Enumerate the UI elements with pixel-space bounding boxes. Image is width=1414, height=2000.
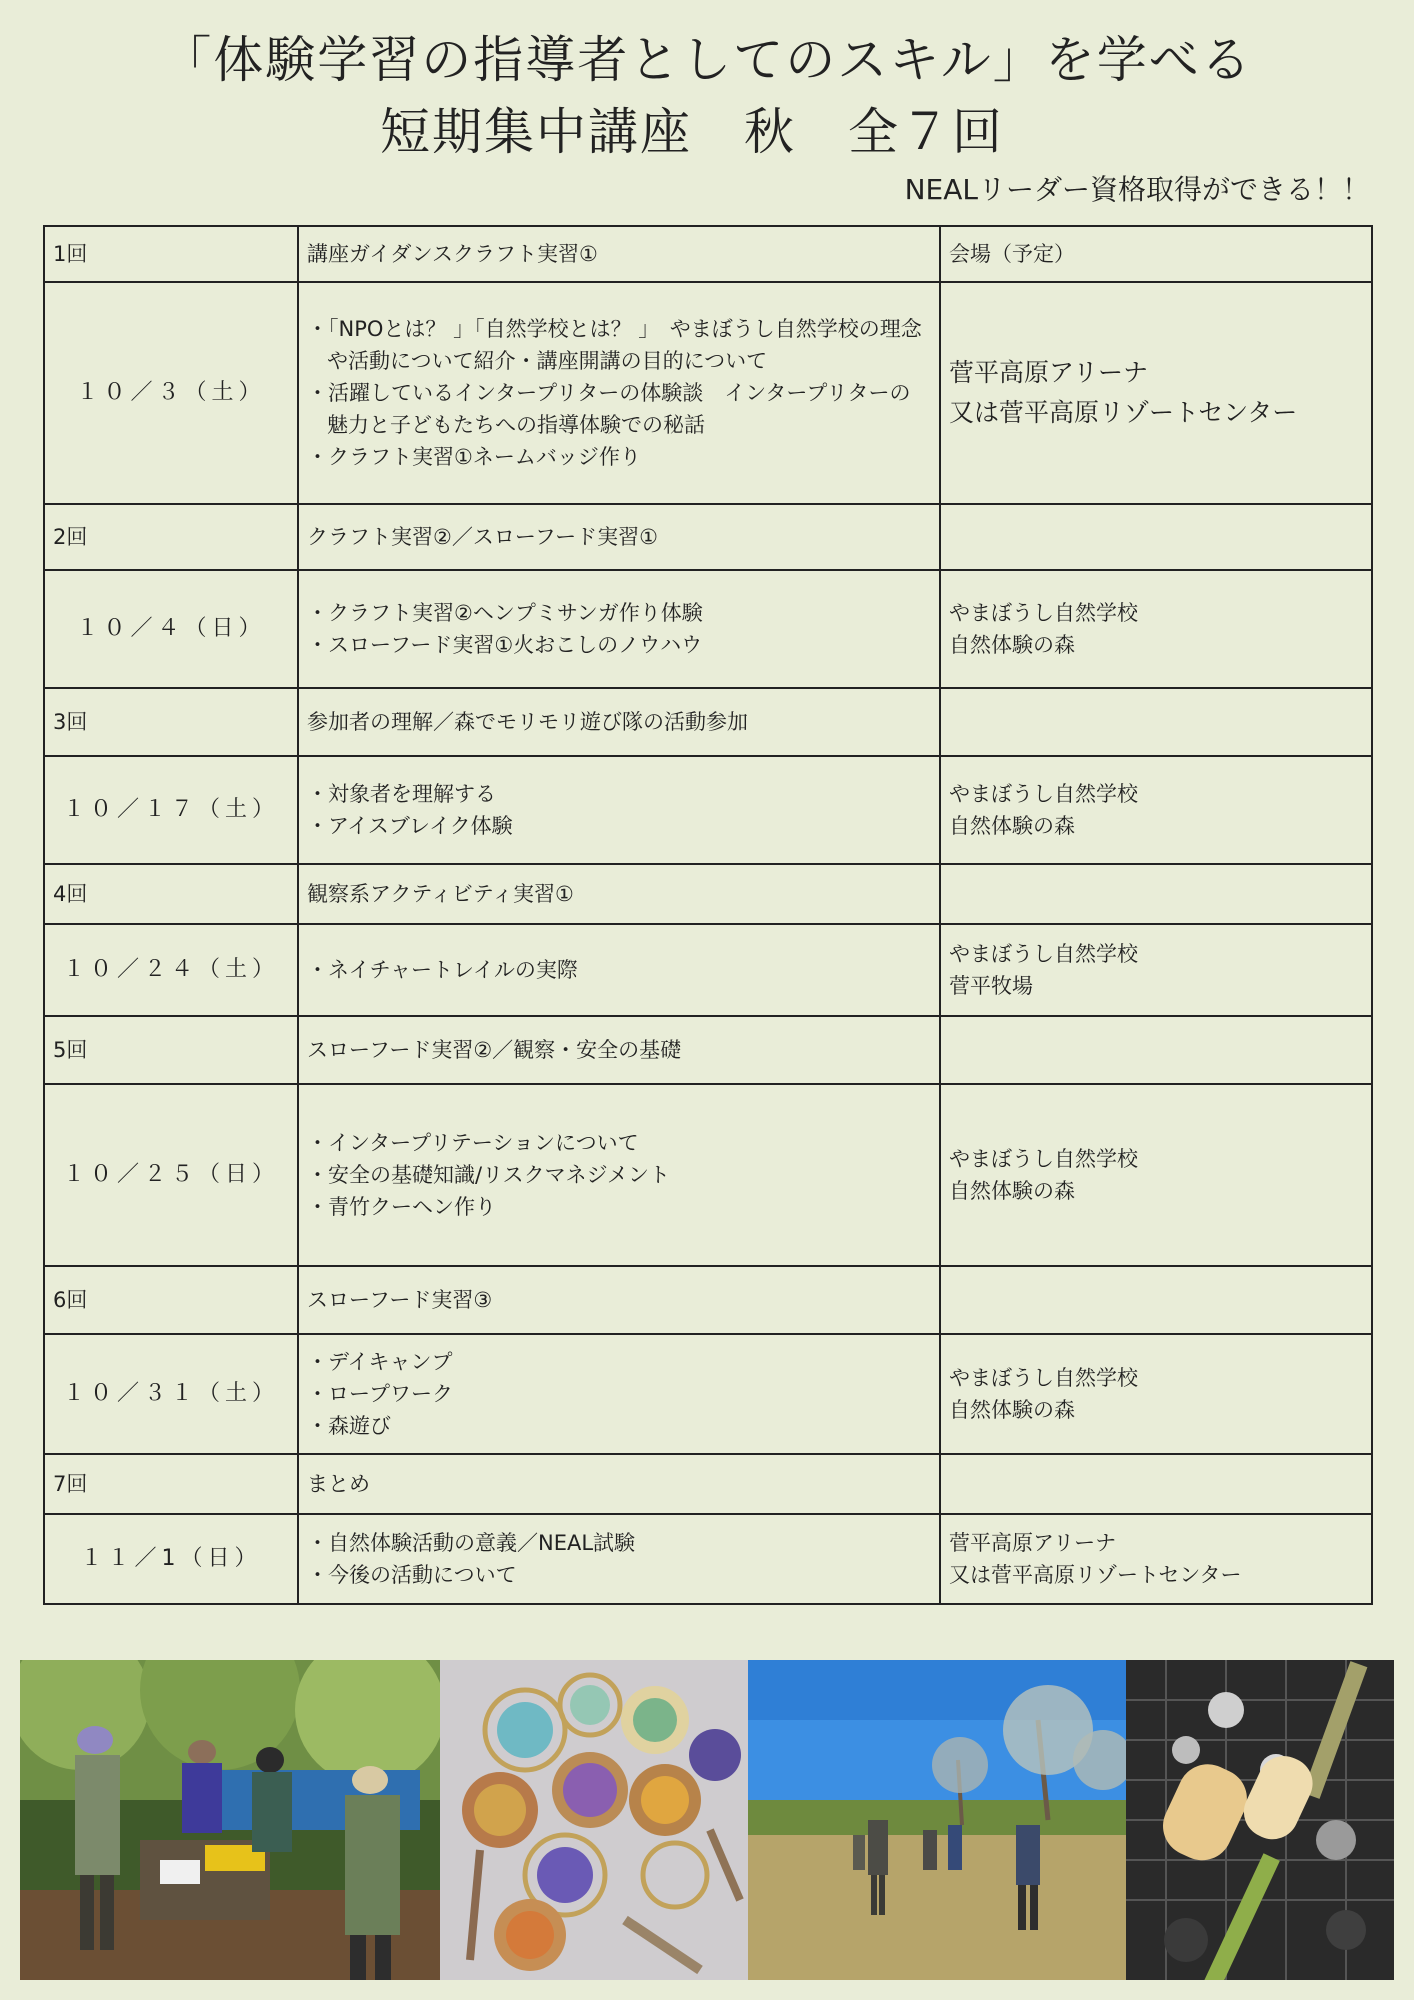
schedule-table [43,225,1373,1605]
session-topic: スローフード実習③ [298,1266,940,1334]
venue-line: やまぼうし自然学校 [949,942,1138,966]
venue-line: やまぼうし自然学校 [949,1366,1138,1390]
session-detail-row [44,570,1372,688]
detail-item: ・対象者を理解する [307,782,496,806]
photo-bamboo-baumkuchen [1126,1660,1394,1980]
session-header-row [44,1266,1372,1334]
session-details [298,1334,940,1454]
empty-cell [940,1454,1372,1514]
detail-item: ・安全の基礎知識/リスクマネジメント [307,1163,671,1187]
venue-line: 自然体験の森 [949,633,1075,657]
session-topic: 参加者の理解／森でモリモリ遊び隊の活動参加 [298,688,940,756]
session-detail-row [44,1084,1372,1266]
session-detail-row [44,924,1372,1016]
session-header-row [44,504,1372,570]
session-topic: まとめ [298,1454,940,1514]
session-date: １０／３１（土） [44,1334,298,1454]
session-number: 4回 [44,864,298,924]
empty-cell [940,688,1372,756]
photo-strip [20,1660,1394,1980]
session-number: 2回 [44,504,298,570]
session-venue [940,756,1372,864]
session-venue [940,924,1372,1016]
detail-item: ・ネイチャートレイルの実際 [307,958,578,982]
session-header-row [44,1454,1372,1514]
venue-line: 自然体験の森 [949,1179,1075,1203]
photo-craft-dreamcatchers [440,1660,748,1980]
empty-cell [940,864,1372,924]
session-details [298,1514,940,1604]
session-date: １０／４（日） [44,570,298,688]
detail-item: ・デイキャンプ [307,1350,453,1374]
session-header-row [44,864,1372,924]
detail-item: ・インタープリテーションについて [307,1131,639,1155]
session-header-row [44,1016,1372,1084]
session-date: １１／1（日） [44,1514,298,1604]
session-detail-row [44,1334,1372,1454]
photo-highland-walk [748,1660,1126,1980]
session-details [298,1084,940,1266]
detail-item: ・森遊び [307,1414,391,1438]
session-venue [940,570,1372,688]
session-number: 6回 [44,1266,298,1334]
empty-cell [940,504,1372,570]
venue-line: 菅平牧場 [949,974,1033,998]
session-header-row [44,226,1372,282]
page-title-line2: 短期集中講座 秋 全７回 [380,103,1004,161]
session-number: 7回 [44,1454,298,1514]
session-number: 1回 [44,226,298,282]
session-topic: クラフト実習②／スローフード実習① [298,504,940,570]
session-detail-row [44,756,1372,864]
session-date: １０／２４（土） [44,924,298,1016]
empty-cell [940,1266,1372,1334]
detail-item: ・「NPOとは？ 」「自然学校とは？ 」 やまぼうし自然学校の理念や活動について紹介・講座開講の目的について [307,317,922,373]
venue-line: 自然体験の森 [949,1398,1075,1422]
venue-line: 菅平高原アリーナ [949,1531,1117,1555]
page-subtitle: NEALリーダー資格取得ができる！！ [904,173,1370,206]
detail-item: ・ロープワーク [307,1382,453,1406]
session-header-row [44,688,1372,756]
session-date: １０／１７（土） [44,756,298,864]
session-number: 3回 [44,688,298,756]
empty-cell [940,1016,1372,1084]
session-venue [940,1084,1372,1266]
session-venue [940,1334,1372,1454]
venue-line: やまぼうし自然学校 [949,782,1138,806]
session-venue [940,1514,1372,1604]
session-date: １０／２５（日） [44,1084,298,1266]
page-title-line1: 「体験学習の指導者としてのスキル」を学べる [161,31,1253,89]
session-details [298,282,940,504]
session-topic: 講座ガイダンスクラフト実習① [298,226,940,282]
venue-line: やまぼうし自然学校 [949,601,1138,625]
venue-line: 又は菅平高原リゾートセンター [949,1563,1242,1587]
venue-line: 菅平高原アリーナ [949,358,1149,387]
photo-forest-ropework [20,1660,440,1980]
detail-item: ・アイスブレイク体験 [307,814,513,838]
venue-column-header: 会場（予定） [940,226,1372,282]
detail-item: ・活躍しているインタープリターの体験談 インタープリターの魅力と子どもたちへの指導体験での秘話 [307,381,911,437]
session-details [298,570,940,688]
session-topic: スローフード実習②／観察・安全の基礎 [298,1016,940,1084]
venue-line: 自然体験の森 [949,814,1075,838]
detail-item: ・今後の活動について [307,1563,517,1587]
detail-item: ・クラフト実習②ヘンプミサンガ作り体験 [307,601,703,625]
detail-item: ・青竹クーヘン作り [307,1195,496,1219]
session-venue [940,282,1372,504]
detail-item: ・自然体験活動の意義／NEAL試験 [307,1531,636,1555]
session-detail-row [44,282,1372,504]
detail-item: ・クラフト実習①ネームバッジ作り [307,445,641,469]
session-number: 5回 [44,1016,298,1084]
venue-line: やまぼうし自然学校 [949,1147,1138,1171]
session-date: １０／３（土） [44,282,298,504]
session-details [298,756,940,864]
venue-line: 又は菅平高原リゾートセンター [949,398,1298,427]
session-detail-row [44,1514,1372,1604]
detail-item: ・スローフード実習①火おこしのノウハウ [307,633,703,657]
session-topic: 観察系アクティビティ実習① [298,864,940,924]
session-details [298,924,940,1016]
